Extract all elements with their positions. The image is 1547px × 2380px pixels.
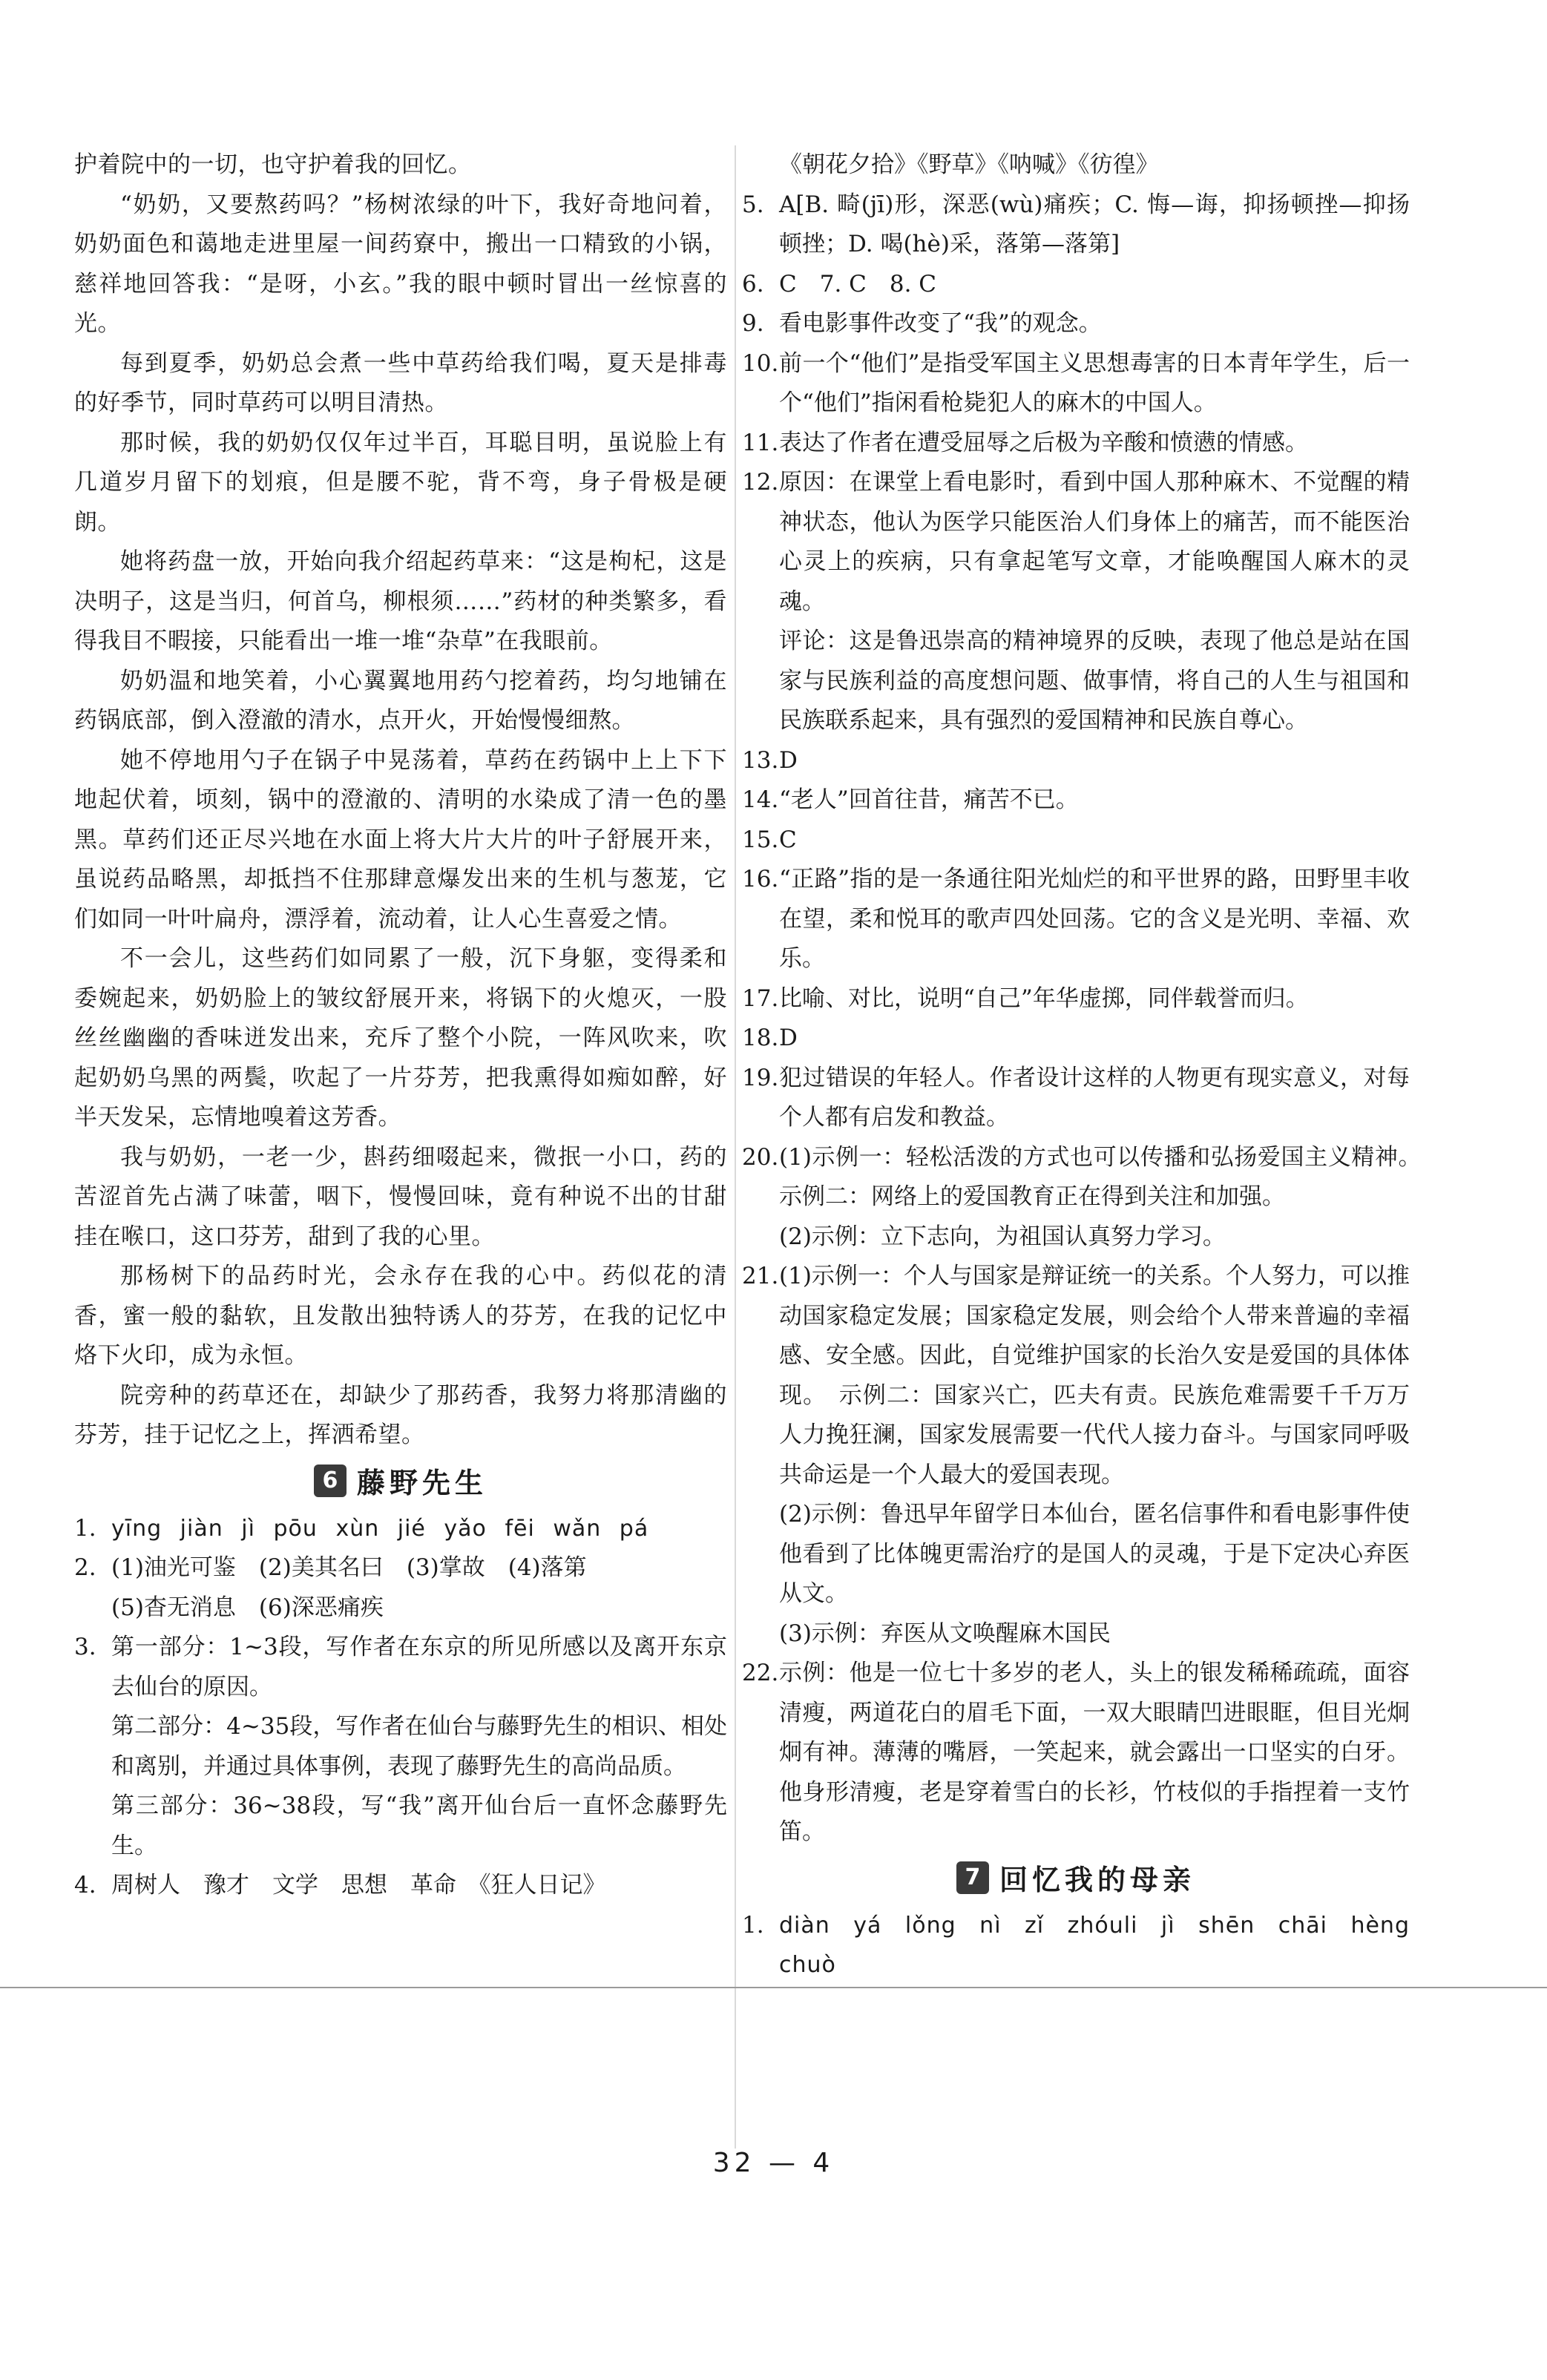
answer-item <box>74 1866 727 1906</box>
item-number: 21. <box>742 1263 779 1289</box>
item-number: 20. <box>742 1143 779 1171</box>
item-number: 1. <box>74 1514 96 1542</box>
answer-item <box>742 1059 1410 1138</box>
answer-item <box>742 1906 1410 1985</box>
item-text: “正路”指的是一条通往阳光灿烂的和平世界的路，田野里丰收在望，柔和悦耳的歌声四处回荡。它的含义是光明、幸福、欢乐。 <box>779 866 1410 972</box>
item-text: 原因：在课堂上看电影时，看到中国人那种麻木、不觉醒的精神状态，他认为医学只能医治人们身体上的痛苦，而不能医治心灵上的疾病，只有拿起笔写文章，才能唤醒国人麻木的灵魂。 <box>779 469 1410 615</box>
right-column <box>742 145 1433 1985</box>
item-text: C <box>779 826 797 853</box>
section-number-badge: 6 <box>314 1465 346 1497</box>
item-number: 10. <box>742 349 779 377</box>
item-continuation: (3)示例：弃医从文唤醒麻木国民 <box>779 1620 1111 1647</box>
item-text: D <box>779 746 798 774</box>
item-number: 18. <box>742 1025 779 1051</box>
section-title: 藤野先生 <box>356 1467 487 1499</box>
item-text: 前一个“他们”是指受军国主义思想毒害的日本青年学生，后一个“他们”指闲看枪毙犯人的麻木的中国人。 <box>779 349 1410 416</box>
essay-paragraph: 不一会儿，这些药们如同累了一般，沉下身躯，变得柔和委婉起来，奶奶脸上的皱纹舒展开来，将锅下的火熄灭，一股丝丝幽幽的香味迸发出来，充斥了整个小院，一阵风吹来，吹起奶奶乌黑的两鬓，吹起了一片芬芳，把我熏得如痴如醉，好半天发呆，忘情地嗅着这芳香。 <box>74 945 727 1131</box>
item-number: 9. <box>742 310 764 337</box>
item-text: 看电影事件改变了“我”的观念。 <box>779 310 1102 337</box>
item-text: (1)示例一：个人与国家是辩证统一的关系。个人努力，可以推动国家稳定发展；国家稳定发展，则会给个人带来普遍的幸福感、安全感。因此，自觉维护国家的长治久安是爱国的具体体现。 示例二：国家兴亡，匹夫有责。民族危难需要千千万万人力挽狂澜，国家发展需要一代代人接力奋斗。与国家同呼吸共命运是一个人最大的爱国表现。 <box>779 1263 1410 1488</box>
item-continuation: 评论：这是鲁迅崇高的精神境界的反映，表现了他总是站在国家与民族利益的高度想问题、做事情，将自己的人生与祖国和民族联系起来，具有强烈的爱国精神和民族自尊心。 <box>779 628 1410 734</box>
item-text: (1)油光可鉴 (2)美其名曰 (3)掌故 (4)落第 <box>111 1554 587 1581</box>
item-text: (1)示例一：轻松活泼的方式也可以传播和弘扬爱国主义精神。 示例二：网络上的爱国教育正在得到关注和加强。 <box>779 1143 1433 1210</box>
item-number: 4. <box>74 1872 96 1899</box>
essay-paragraph: “奶奶，又要熬药吗？”杨树浓绿的叶下，我好奇地问着，奶奶面色和蔼地走进里屋一间药寮中，搬出一口精致的小锅，慈祥地回答我：“是呀，小玄。”我的眼中顿时冒出一丝惊喜的光。 <box>74 191 727 337</box>
item-number: 17. <box>742 984 779 1012</box>
section-title: 回忆我的母亲 <box>999 1864 1195 1896</box>
essay-paragraph: 她不停地用勺子在锅子中晃荡着，草药在药锅中上上下下地起伏着，顷刻，锅中的澄澈的、清明的水染成了清一色的墨黑。草药们还正尽兴地在水面上将大片大片的叶子舒展开来，虽说药品略黑，却抵挡不住那肆意爆发出来的生机与葱茏，它们如同一叶叶扁舟，漂浮着，流动着，让人心生喜爱之情。 <box>74 746 727 933</box>
answer-item <box>742 185 1410 265</box>
item-number: 1. <box>742 1911 764 1939</box>
left-column <box>74 145 727 1906</box>
essay-paragraph: 每到夏季，奶奶总会煮一些中草药给我们喝，夏天是排毒的好季节，同时草药可以明目清热。 <box>74 349 727 416</box>
answer-item <box>742 463 1410 622</box>
item-text: “老人”回首往昔，痛苦不已。 <box>779 786 1079 813</box>
answer-item <box>742 979 1410 1019</box>
item-text: 周树人 豫才 文学 思想 革命 《狂人日记》 <box>111 1872 606 1899</box>
answer-item <box>742 1654 1410 1853</box>
section-heading-7 <box>742 1855 1410 1900</box>
answer-item <box>742 265 1410 305</box>
answer-item <box>74 1509 727 1549</box>
item-text: C 7. C 8. C <box>779 270 937 298</box>
item-number: 22. <box>742 1660 779 1686</box>
item-number: 16. <box>742 866 779 892</box>
essay-paragraph: 我与奶奶，一老一少，斟药细啜起来，微抿一小口，药的苦涩首先占满了味蕾，咽下，慢慢回味，竟有种说不出的甘甜挂在喉口，这口芬芳，甜到了我的心里。 <box>74 1143 727 1250</box>
essay-paragraph: 护着院中的一切，也守护着我的回忆。 <box>74 151 472 178</box>
essay-paragraph: 奶奶温和地笑着，小心翼翼地用药勺挖着药，均匀地铺在药锅底部，倒入澄澈的清水，点开火，开始慢慢细熬。 <box>74 667 727 734</box>
item-text: diàn yá lǒng nì zǐ zhóuli jì shēn chāi hèng chuò <box>779 1912 1410 1978</box>
essay-paragraph: 院旁种的药草还在，却缺少了那药香，我努力将那清幽的芬芳，挂于记忆之上，挥洒希望。 <box>74 1381 727 1448</box>
essay-paragraph: 那杨树下的品药时光，会永存在我的心中。药似花的清香，蜜一般的黏软，且发散出独特诱人的芬芳，在我的记忆中烙下火印，成为永恒。 <box>74 1263 727 1369</box>
item-text: 犯过错误的年轻人。作者设计这样的人物更有现实意义，对每个人都有启发和教益。 <box>779 1064 1410 1131</box>
item-number: 19. <box>742 1064 779 1091</box>
item-number: 15. <box>742 826 779 853</box>
item-text: 第一部分：1~3段，写作者在东京的所见所感以及离开东京去仙台的原因。 <box>111 1634 727 1700</box>
item-number: 6. <box>742 270 764 298</box>
item-number: 3. <box>74 1634 96 1660</box>
section-heading-6 <box>74 1459 727 1503</box>
answer-item <box>74 1548 727 1588</box>
item-number: 12. <box>742 469 779 496</box>
essay-paragraph: 她将药盘一放，开始向我介绍起药草来：“这是枸杞，这是决明子，这是当归，何首乌，柳根须……”药材的种类繁多，看得我目不暇接，只能看出一堆一堆“杂草”在我眼前。 <box>74 548 727 654</box>
item-text: 表达了作者在遭受屈辱之后极为辛酸和愤懑的情感。 <box>779 429 1308 456</box>
essay-paragraph: 那时候，我的奶奶仅仅年过半百，耳聪目明，虽说脸上有几道岁月留下的划痕，但是腰不驼，背不弯，身子骨极是硬朗。 <box>74 429 727 536</box>
item-text: 示例：他是一位七十多岁的老人，头上的银发稀稀疏疏，面容清瘦，两道花白的眉毛下面，一双大眼睛凹进眼眶，但目光炯炯有神。薄薄的嘴唇，一笑起来，就会露出一口坚实的白牙。他身形清瘦，老是穿着雪白的长衫，竹枝似的手指捏着一支竹笛。 <box>779 1660 1410 1845</box>
answer-item <box>742 344 1410 424</box>
answer-item <box>742 304 1410 344</box>
item-text: D <box>779 1025 798 1051</box>
column-divider <box>735 145 736 2149</box>
item-number: 5. <box>742 191 764 218</box>
answer-item <box>742 741 1410 781</box>
item-number: 14. <box>742 786 779 813</box>
answer-item <box>742 780 1410 821</box>
answer-item <box>742 424 1410 464</box>
item-continuation: 《朝花夕拾》《野草》《呐喊》《彷徨》 <box>779 151 1159 178</box>
item-continuation: 第三部分：36~38段，写“我”离开仙台后一直怀念藤野先生。 <box>111 1792 727 1859</box>
page-number: 32 — 4 <box>712 2148 835 2178</box>
item-continuation: (2)示例：立下志向，为祖国认真努力学习。 <box>779 1223 1226 1250</box>
answer-item <box>742 1138 1433 1217</box>
answer-item <box>742 821 1410 861</box>
item-number: 13. <box>742 746 779 774</box>
item-continuation: 第二部分：4~35段，写作者在仙台与藤野先生的相识、相处和离别，并通过具体事例，表现了藤野先生的高尚品质。 <box>111 1713 727 1780</box>
item-continuation: (5)杳无消息 (6)深恶痛疾 <box>111 1594 384 1621</box>
item-number: 2. <box>74 1554 96 1581</box>
item-text: A[B. 畸(jī)形，深恶(wù)痛疾；C. 悔—诲，抑扬顿挫—抑扬顿挫；D. 喝(hè)采，落第—落第] <box>779 191 1410 257</box>
section-number-badge: 7 <box>956 1861 989 1894</box>
answer-item <box>742 1257 1410 1495</box>
item-number: 11. <box>742 429 779 456</box>
item-continuation: (2)示例：鲁迅早年留学日本仙台，匿名信事件和看电影事件使他看到了比体魄更需治疗的是国人的灵魂，于是下定决心弃医从文。 <box>779 1501 1410 1607</box>
item-text: yīng jiàn jì pōu xùn jié yǎo fēi wǎn pá <box>111 1515 649 1542</box>
answer-item <box>74 1628 727 1707</box>
answer-item <box>742 1019 1410 1059</box>
horizontal-rule <box>0 1987 1547 1988</box>
answer-item <box>742 860 1410 979</box>
item-text: 比喻、对比，说明“自己”年华虚掷，同伴载誉而归。 <box>779 984 1309 1012</box>
